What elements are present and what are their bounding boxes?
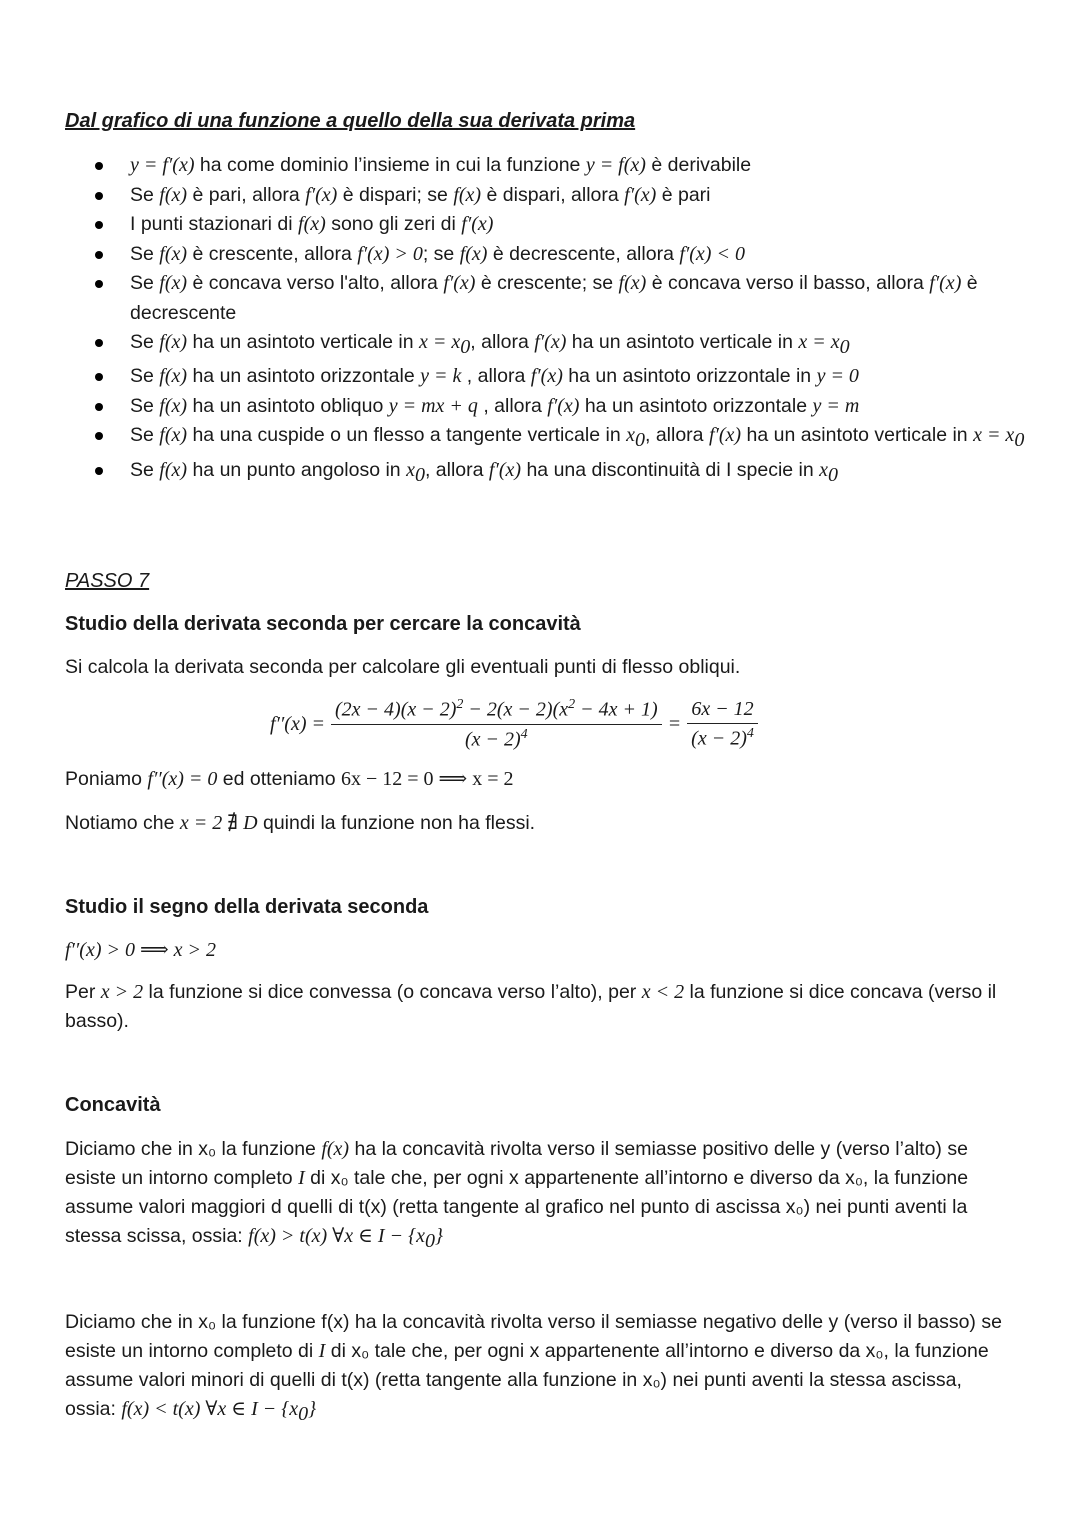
bullet-icon xyxy=(95,373,103,381)
list-item: I punti stazionari di f(x) sono gli zeri di f′(x) xyxy=(95,210,1025,240)
concavita-paragraph-1: Diciamo che in x₀ la funzione f(x) ha la concavità rivolta verso il semiasse positivo delle y (verso l’alto) se esiste un intorno completo I di x₀ tale che, per ogni x appartenente all’intorno e diverso da x₀, la funzione assume valori maggiori d quelli di t(x) (retta tangente al grafico nel punto di ascissa x₀) nei punti aventi la stessa scissa, ossia: f(x) > t(x) ∀x ∈ $I - \{x_0\}$ xyxy=(65,1138,969,1252)
bullet-icon xyxy=(95,221,103,229)
bullet-icon xyxy=(95,339,103,347)
list-item: Se f(x) è concava verso l'alto, allora f′(x) è crescente; se f(x) è concava verso il basso, allora f′(x) è decrescente xyxy=(95,269,1025,328)
notiamo-line: Notiamo che x = 2 ∄ D quindi la funzione non ha flessi. xyxy=(65,812,536,834)
formula-fraction-1: $\frac{(2x - 4)(x - 2)^2 - 2(x - 2)(x^2 - 4x + 1)}{(x - 2)^4}$ xyxy=(331,697,662,751)
concavita-title: Concavità xyxy=(65,1094,161,1116)
per-paragraph: Per x > 2 la funzione si dice convessa (o concava verso l’alto), per x < 2 la funzione si dice concava (verso il basso). xyxy=(65,981,997,1032)
bullet-icon xyxy=(95,280,103,288)
list-item: Se f(x) è pari, allora f′(x) è dispari; se f(x) è dispari, allora f′(x) è pari xyxy=(95,181,1025,211)
bullet-icon xyxy=(95,403,103,411)
list-item: Se f(x) ha un asintoto verticale in $x = x_0$, allora f′(x) ha un asintoto verticale in $x = x_0$ xyxy=(95,328,1025,362)
formula-equals: = xyxy=(667,712,682,735)
segno-formula: f′′(x) > 0 ⟹ x > 2 xyxy=(65,939,217,961)
bullet-icon xyxy=(95,467,103,475)
formula-fraction-2: $\frac{6x - 12}{(x - 2)^4}$ xyxy=(687,698,758,751)
study-intro: Si calcola la derivata seconda per calcolare gli eventuali punti di flesso obliqui. xyxy=(65,656,741,678)
study-title: Studio della derivata seconda per cercare la concavità xyxy=(65,613,581,635)
segno-title: Studio il segno della derivata seconda xyxy=(65,896,429,918)
bullet-icon xyxy=(95,162,103,170)
bullet-icon xyxy=(95,432,103,440)
list-item: Se f(x) ha un punto angoloso in $x_0$, allora f′(x) ha una discontinuità di I specie in $x_0$ xyxy=(95,456,1025,490)
list-item: Se f(x) ha una cuspide o un flesso a tangente verticale in $x_0$, allora f′(x) ha un asintoto verticale in $x = x_0$ xyxy=(95,421,1025,455)
list-item: Se f(x) ha un asintoto orizzontale y = k , allora f′(x) ha un asintoto orizzontale in y = 0 xyxy=(95,362,1025,392)
second-derivative-formula xyxy=(270,697,764,751)
bullet-icon xyxy=(95,251,103,259)
list-item: Se f(x) ha un asintoto obliquo y = mx + q , allora f′(x) ha un asintoto orizzontale y = m xyxy=(95,392,1025,422)
bullet-icon xyxy=(95,192,103,200)
list-item: y = f′(x) ha come dominio l’insieme in cui la funzione y = f(x) è derivabile xyxy=(95,151,1025,181)
formula-lhs: f′′(x) = xyxy=(270,712,325,735)
section-title: Dal grafico di una funzione a quello della sua derivata prima xyxy=(65,110,636,132)
list-item: Se f(x) è crescente, allora f′(x) > 0; se f(x) è decrescente, allora f′(x) < 0 xyxy=(95,240,1025,270)
poniamo-line: Poniamo f′′(x) = 0 ed otteniamo 6x − 12 = 0 ⟹ x = 2 xyxy=(65,768,514,790)
property-list xyxy=(95,151,1025,490)
concavita-paragraph-2: Diciamo che in x₀ la funzione f(x) ha la concavità rivolta verso il semiasse negativo delle y (verso il basso) se esiste un intorno completo di I di x₀ tale che, per ogni x appartenente all’intorno e diverso da x₀, la funzione assume valori minori di quelli di t(x) (retta tangente alla funzione in x₀) nei punti aventi la stessa ascissa, ossia: f(x) < t(x) ∀x ∈ $I - \{x_0\}$ xyxy=(65,1311,1002,1425)
step-label: PASSO 7 xyxy=(65,570,150,592)
